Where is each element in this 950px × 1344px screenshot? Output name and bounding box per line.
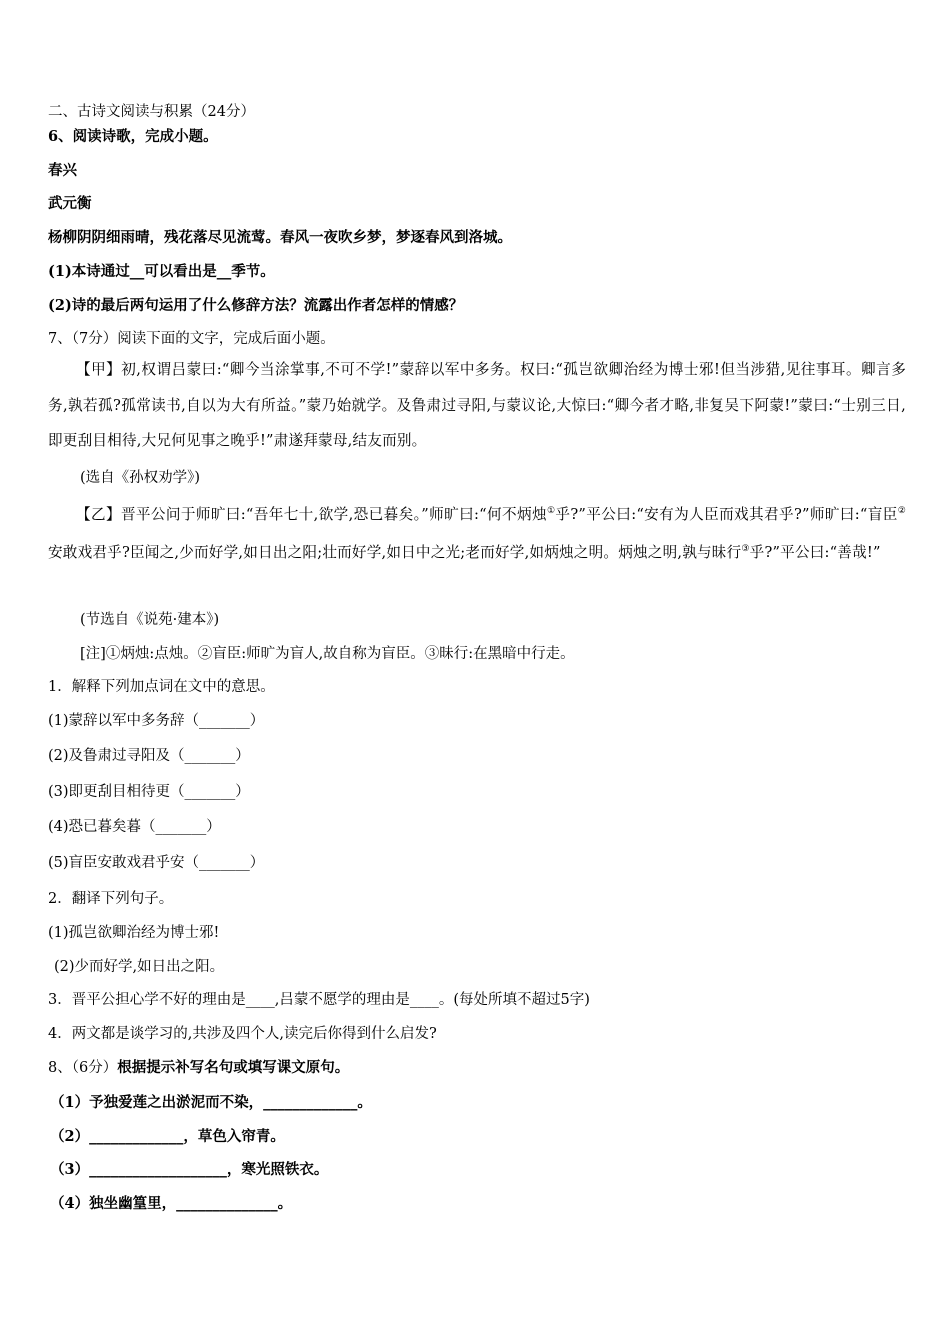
q7-intro: 7、（7分）阅读下面的文字，完成后面小题。 [48,331,335,347]
passage-yi-part-c: 安敢戏君乎?臣闻之,少而好学,如日出之阳;壮而好学,如日中之光;老而好学,如炳烛之明。炳烛之明,孰与昧行 [48,544,742,562]
q7-question-2-title: 2．翻译下列句子。 [48,891,174,907]
poem-title: 春兴 [48,162,77,179]
q7-q1-item: (2)及鲁肃过寻阳及（_______） [48,748,250,764]
q7-q2-item: (2)少而好学,如日出之阳。 [54,959,225,975]
q8-instruction: 根据提示补写名句或填写课文原句。 [117,1059,350,1076]
q6-sub-question-2: (2)诗的最后两句运用了什么修辞方法？流露出作者怎样的情感？ [48,297,464,314]
note-marker-2: ② [897,506,906,516]
passage-yi [48,494,906,571]
passage-notes: [注]①炳烛:点烛。②盲臣:师旷为盲人,故自称为盲臣。③昧行:在黑暗中行走。 [80,646,575,662]
poem-author: 武元衡 [48,195,92,212]
q8-intro [48,1058,349,1078]
q7-q1-item: (4)恐已暮矣暮（_______） [48,819,221,835]
q7-q1-item: (3)即更刮目相待更（_______） [48,784,250,800]
poem-text: 杨柳阴阴细雨晴，残花落尽见流莺。春风一夜吹乡梦，梦逐春风到洛城。 [48,229,512,246]
passage-jia-source: (选自《孙权劝学》) [80,470,201,486]
passage-yi-part-d: 乎?”平公曰:“善哉!” [749,544,881,562]
passage-yi-part-a: 【乙】晋平公问于师旷曰:“吾年七十,欲学,恐已暮矣。”师旷曰:“何不炳烛 [76,505,547,523]
q7-q1-item: (5)盲臣安敢戏君乎安（_______） [48,855,265,871]
passage-yi-source: (节选自《说苑·建本》) [80,612,220,628]
passage-jia: 【甲】初,权谓吕蒙曰:“卿今当涂掌事,不可不学!”蒙辞以军中多务。权曰:“孤岂欲卿治经为博士邪!但当涉猎,见往事耳。卿言多务,孰若孤?孤常读书,自以为大有所益。”蒙乃始就学。及鲁肃过寻阳,与蒙议论,大惊曰:“卿今者才略,非复吴下阿蒙!”蒙曰:“士别三日,即更刮目相待,大兄何见事之晚乎!”肃遂拜蒙母,结友而别。 [48,361,906,449]
note-marker-1: ① [546,506,556,516]
passage-yi-part-b: 乎?”平公曰:“安有为人臣而戏其君乎?”师旷曰:“盲臣 [555,505,898,523]
section-title: 二、古诗文阅读与积累（24分） [48,104,255,120]
note-marker-3: ③ [741,544,750,555]
q8-number: 8、（6分） [48,1060,118,1076]
q8-item: （4）独坐幽篁里，______________。 [50,1195,293,1212]
q8-item: （1）予独爱莲之出淤泥而不染，_____________。 [50,1094,372,1111]
q7-q2-item: (1)孤岂欲卿治经为博士邪! [48,925,220,941]
q7-question-4: 4．两文都是谈学习的,共涉及四个人,读完后你得到什么启发? [48,1026,437,1042]
q8-item: （2）_____________，草色入帘青。 [50,1128,285,1145]
q7-question-3: 3．晋平公担心学不好的理由是____,吕蒙不愿学的理由是____。(每处所填不超过5字) [48,992,590,1008]
q6-intro: 6、阅读诗歌，完成小题。 [48,128,218,145]
q8-item: （3）___________________，寒光照铁衣。 [50,1161,329,1178]
q6-sub-question-1: (1)本诗通过__可以看出是__季节。 [48,263,275,280]
q7-question-1-title: 1．解释下列加点词在文中的意思。 [48,679,275,695]
q7-q1-item: (1)蒙辞以军中多务辞（_______） [48,713,265,729]
